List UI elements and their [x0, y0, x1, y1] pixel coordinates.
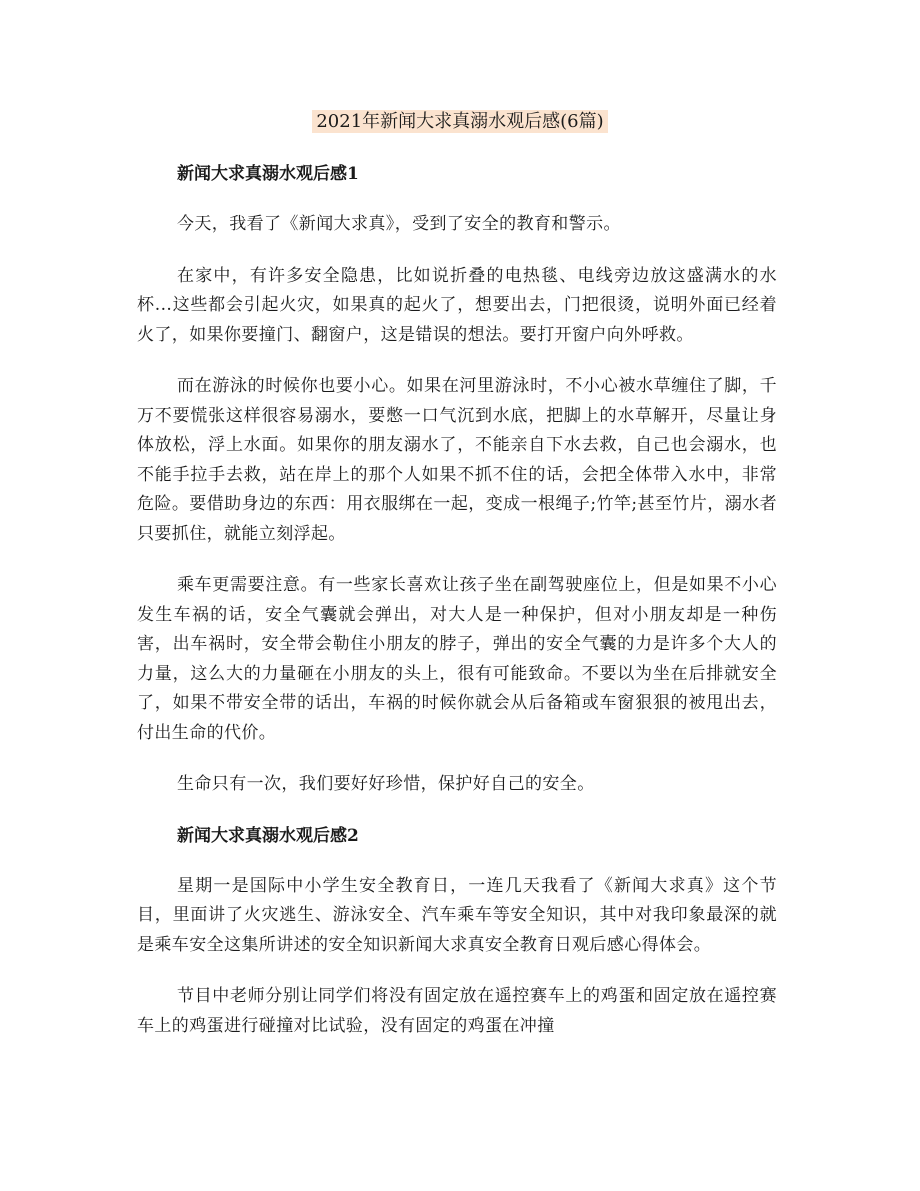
- paragraph: 节目中老师分别让同学们将没有固定放在遥控赛车上的鸡蛋和固定放在遥控赛车上的鸡蛋进行碰撞对比试验，没有固定的鸡蛋在冲撞: [137, 986, 777, 1036]
- paragraph: 而在游泳的时候你也要小心。如果在河里游泳时，不小心被水草缠住了脚，千万不要慌张这样很容易溺水，要憋一口气沉到水底，把脚上的水草解开，尽量让身体放松，浮上水面。如果你的朋友溺水了，不能亲自下水去救，自己也会溺水，也不能手拉手去救，站在岸上的那个人如果不抓不住的话，会把全体带入水中，非常危险。要借助身边的东西：用衣服绑在一起，变成一根绳子;竹竿;甚至竹片，溺水者只要抓住，就能立刻浮起。: [137, 376, 777, 544]
- paragraph: 今天，我看了《新闻大求真》，受到了安全的教育和警示。: [177, 214, 621, 234]
- section-1: [137, 160, 777, 800]
- paragraph: 乘车更需要注意。有一些家长喜欢让孩子坐在副驾驶座位上，但是如果不小心发生车祸的话，安全气囊就会弹出，对大人是一种保护，但对小朋友却是一种伤害，出车祸时，安全带会勒住小朋友的脖子，弹出的安全气囊的力是许多个大人的力量，这么大的力量砸在小朋友的头上，很有可能致命。不要以为坐在后排就安全了，如果不带安全带的话出，车祸的时候你就会从后备箱或车窗狠狠的被甩出去，付出生命的代价。: [137, 575, 777, 743]
- section-heading: 新闻大求真溺水观后感2: [177, 825, 359, 846]
- paragraph: 在家中，有许多安全隐患，比如说折叠的电热毯、电线旁边放这盛满水的水杯...这些都会引起火灾，如果真的起火了，想要出去，门把很烫，说明外面已经着火了，如果你要撞门、翻窗户，这是错误的想法。要打开窗户向外呼救。: [137, 265, 777, 345]
- document-title-text: 2021年新闻大求真溺水观后感(6篇): [312, 110, 607, 133]
- document-body: [137, 160, 777, 1063]
- paragraph: 生命只有一次，我们要好好珍惜，保护好自己的安全。: [177, 774, 595, 794]
- section-2: [137, 822, 777, 1042]
- paragraph: 星期一是国际中小学生安全教育日，一连几天我看了《新闻大求真》这个节目，里面讲了火灾逃生、游泳安全、汽车乘车等安全知识，其中对我印象最深的就是乘车安全这集所讲述的安全知识新闻大求真安全教育日观后感心得体会。: [137, 875, 777, 955]
- section-heading: 新闻大求真溺水观后感1: [177, 164, 359, 184]
- document-title: [0, 108, 920, 136]
